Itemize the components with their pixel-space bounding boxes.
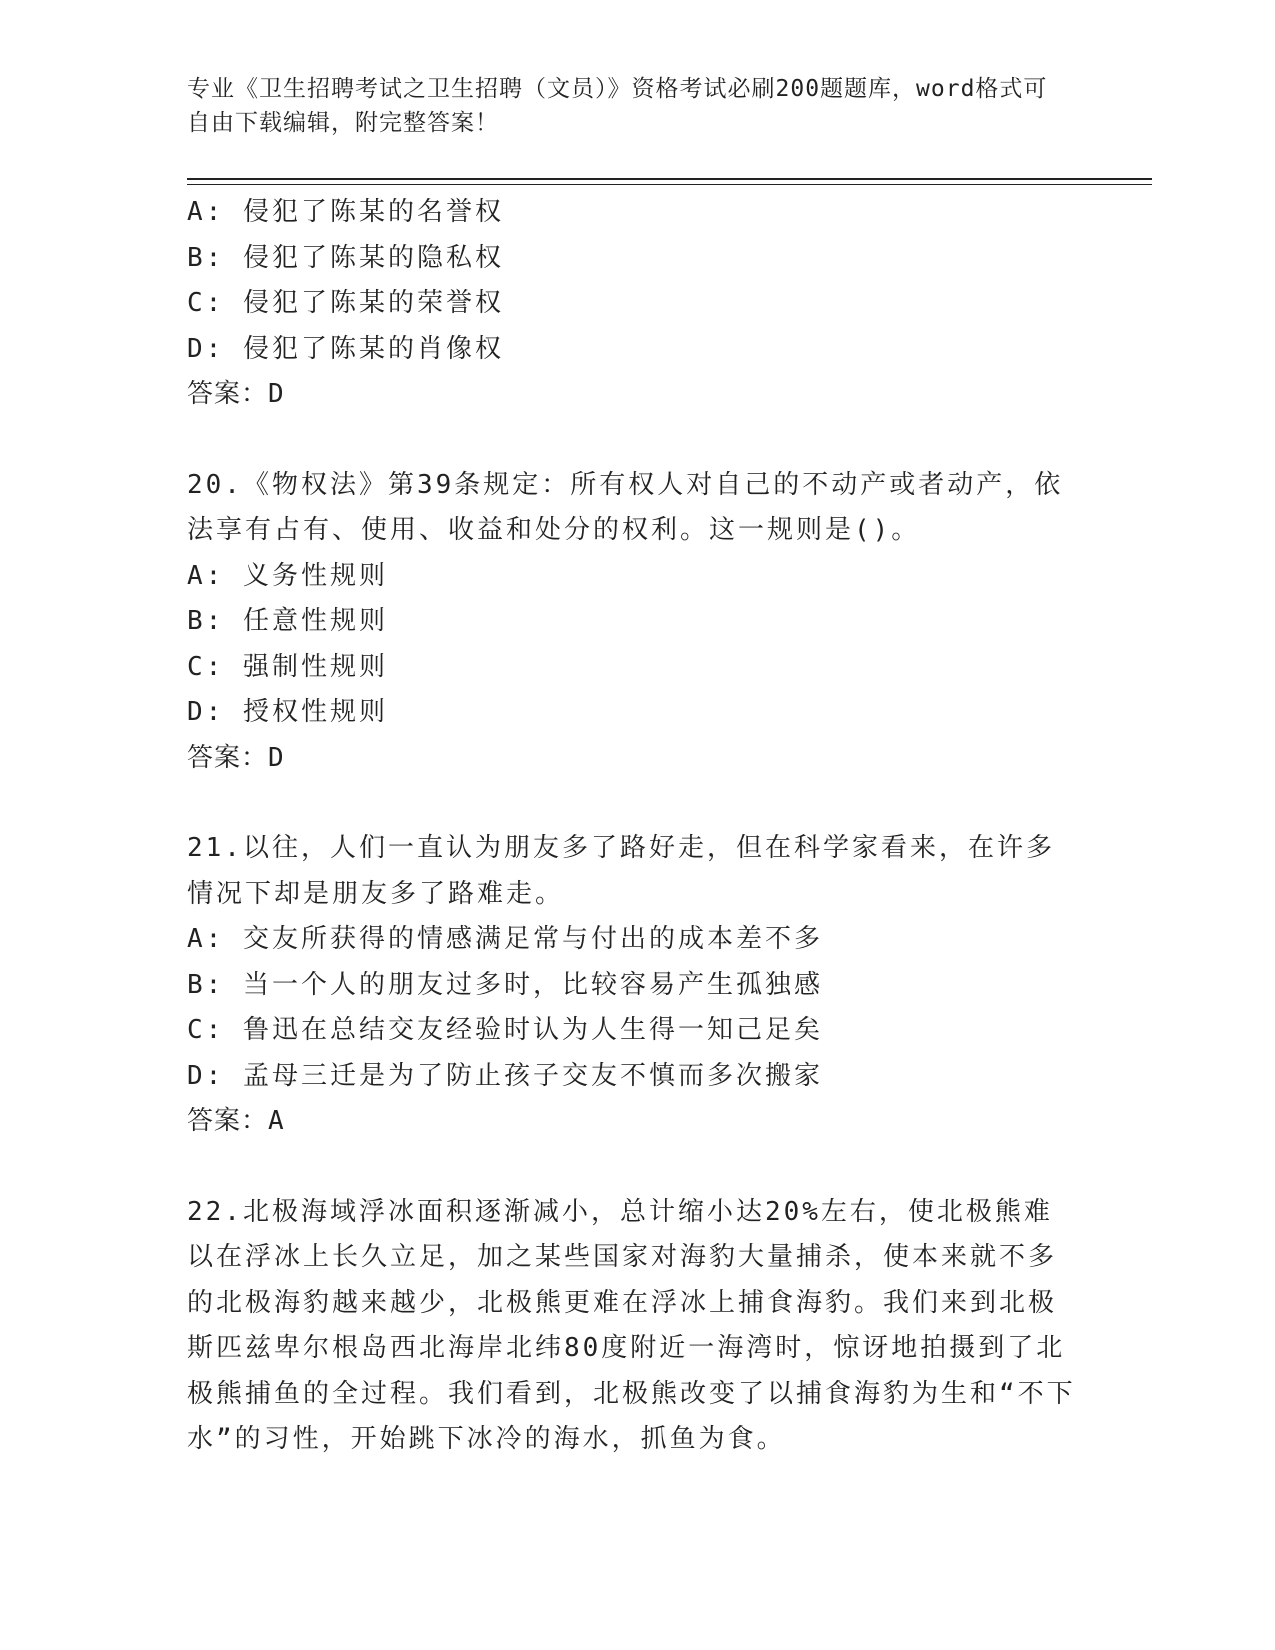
option-b: B: 侵犯了陈某的隐私权 (187, 242, 504, 273)
option-a: A: 交友所获得的情感满足常与付出的成本差不多 (187, 924, 823, 954)
spacer (187, 1145, 1087, 1190)
header-rule-thick (187, 178, 1152, 180)
question-22 (187, 1190, 1087, 1463)
question-20 (187, 463, 1087, 782)
answer: 答案：A (187, 1106, 285, 1136)
option-c: C: 侵犯了陈某的荣誉权 (187, 288, 504, 318)
answer: 答案：D (187, 742, 285, 773)
question-stem: 20.《物权法》第39条规定：所有权人对自己的不动产或者动产，依法享有占有、使用、收益和处分的权利。这一规则是()。 (187, 469, 1064, 545)
option-d: D: 侵犯了陈某的肖像权 (187, 333, 504, 364)
question-stem: 22.北极海域浮冰面积逐渐减小，总计缩小达20%左右，使北极熊难以在浮冰上长久立足，加之某些国家对海豹大量捕杀，使本来就不多的北极海豹越来越少，北极熊更难在浮冰上捕食海豹。我们来到北极斯匹兹卑尔根岛西北海岸北纬80度附近一海湾时，惊讶地拍摄到了北极熊捕鱼的全过程。我们看到，北极熊改变了以捕食海豹为生和“不下水”的习性，开始跳下冰冷的海水，抓鱼为食。 (187, 1196, 1076, 1454)
header-rule-thin (187, 184, 1152, 185)
option-a: A: 侵犯了陈某的名誉权 (187, 197, 504, 227)
answer: 答案：D (187, 379, 285, 409)
option-c: C: 鲁迅在总结交友经验时认为人生得一知己足矣 (187, 1015, 823, 1045)
document-body (187, 190, 1087, 1463)
question-19 (187, 190, 1087, 418)
option-d: D: 授权性规则 (187, 697, 388, 727)
option-c: C: 强制性规则 (187, 651, 388, 682)
option-b: B: 当一个人的朋友过多时，比较容易产生孤独感 (187, 969, 823, 1000)
question-21 (187, 826, 1087, 1145)
option-b: B: 任意性规则 (187, 606, 388, 636)
option-d: D: 孟母三迁是为了防止孩子交友不慎而多次搬家 (187, 1060, 823, 1091)
spacer (187, 418, 1087, 463)
page-header: 专业《卫生招聘考试之卫生招聘（文员）》资格考试必刷200题题库，word格式可自由下载编辑，附完整答案！ (187, 76, 1048, 136)
spacer (187, 781, 1087, 826)
option-a: A: 义务性规则 (187, 560, 388, 591)
question-stem: 21.以往，人们一直认为朋友多了路好走，但在科学家看来，在许多情况下却是朋友多了路难走。 (187, 833, 1055, 909)
